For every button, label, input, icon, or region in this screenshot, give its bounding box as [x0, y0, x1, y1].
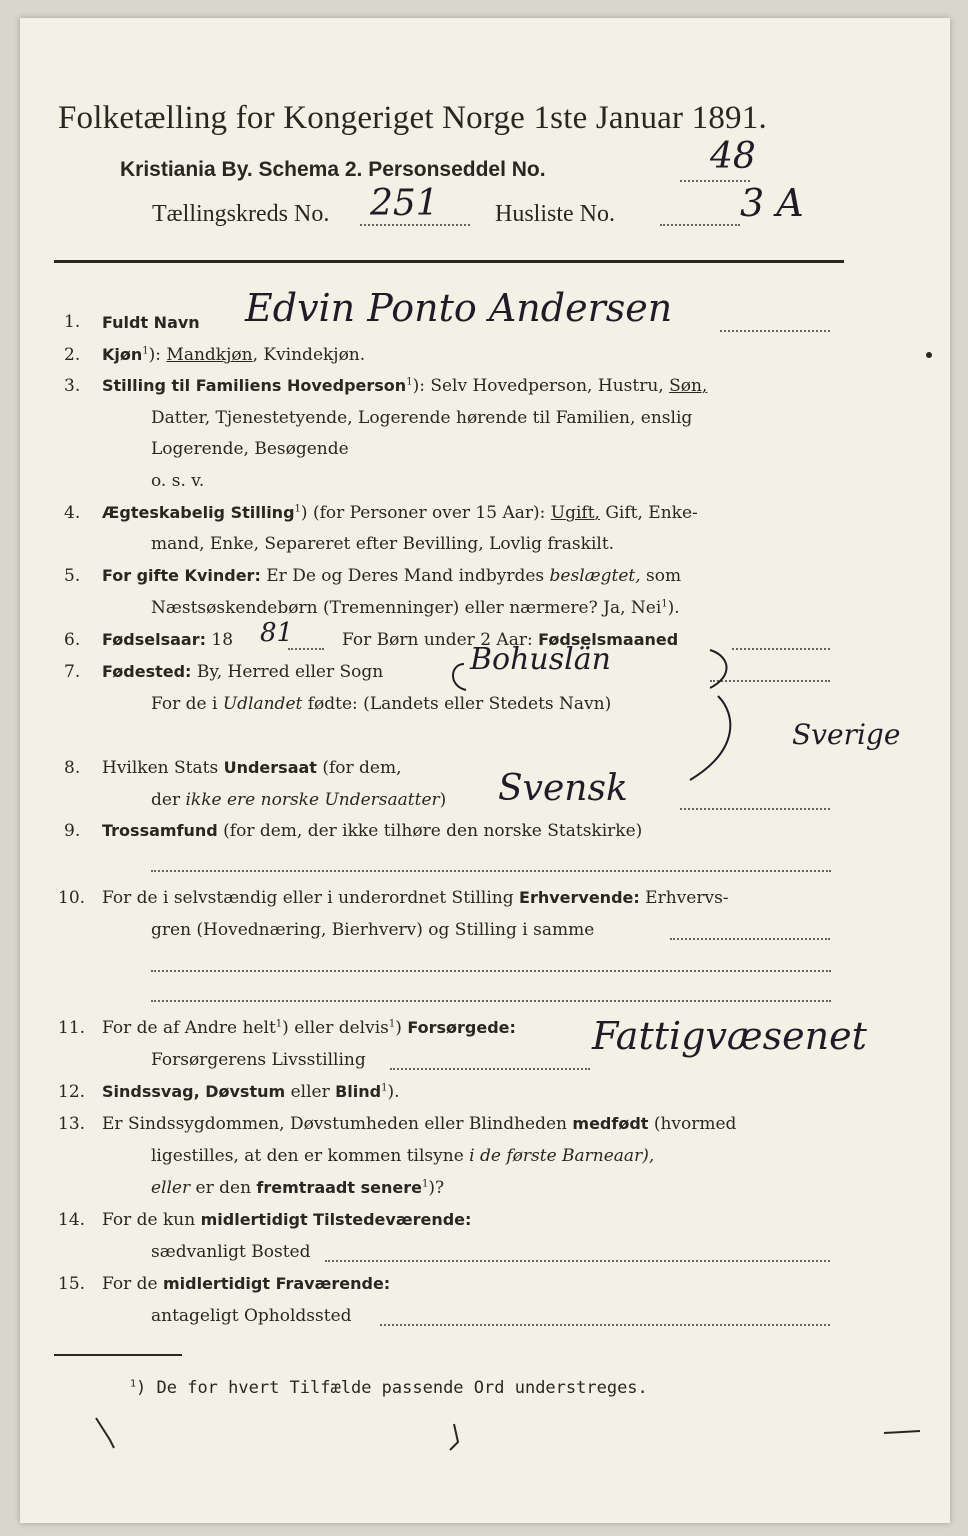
q13-text1a: Er Sindssygdommen, Døvstumheden eller Blindheden — [102, 1114, 573, 1134]
taellingskreds-dotline — [360, 224, 470, 226]
q13-end: )? — [428, 1178, 445, 1198]
q11-sup1: 1 — [275, 1018, 283, 1030]
q11-line2: Forsørgerens Livsstilling — [151, 1050, 366, 1070]
q4-number: 4. — [64, 503, 81, 523]
q10-dotline2 — [151, 970, 831, 972]
q3-number: 3. — [64, 376, 81, 396]
q15-bold: midlertidigt Fraværende: — [162, 1274, 391, 1293]
q8-number: 8. — [64, 758, 81, 778]
husliste-label: Husliste No. — [495, 201, 615, 227]
q5-text1a: Er De og Deres Mand indbyrdes — [260, 566, 550, 586]
q8-line1 — [102, 758, 402, 778]
q15-dotline — [380, 1324, 830, 1326]
q13-line3 — [151, 1178, 444, 1198]
q11-text1b: ) eller delvis — [282, 1018, 389, 1038]
q2-rest: , Kvindekjøn. — [252, 345, 366, 365]
q8-text1b: (for dem, — [316, 758, 402, 778]
q10-line1 — [102, 888, 729, 908]
q7-line1 — [102, 662, 383, 682]
q14-text1a: For de kun — [102, 1210, 201, 1230]
q5-bold: gifte Kvinder: — [136, 566, 261, 585]
q13-line1 — [102, 1114, 736, 1134]
q14-number: 14. — [58, 1210, 86, 1230]
q8-italic: ikke ere norske Undersaatter — [185, 790, 440, 810]
q15-text1a: For de — [102, 1274, 163, 1294]
q10-line2: gren (Hovednæring, Bierhverv) og Stilling i samme — [151, 920, 595, 940]
q13-text3a: eller — [151, 1178, 191, 1198]
husliste-dotline — [660, 224, 740, 226]
q8-text1a: Hvilken Stats — [102, 758, 224, 778]
q9-line — [102, 821, 642, 841]
taellingskreds-label: Tællingskreds No. — [152, 201, 330, 227]
stray-pen-mark-right — [880, 1423, 930, 1443]
q4-text1b: Gift, Enke- — [599, 503, 698, 523]
q4-text1: ) (for Personer over 15 Aar): — [300, 503, 546, 523]
q12-bold: Sindssvag, Døvstum — [102, 1082, 286, 1101]
q11-text1c: ) — [395, 1018, 408, 1038]
q12-end: ). — [387, 1082, 400, 1102]
q6-year-prefix: 18 — [206, 630, 234, 650]
q6-bold2: Fødselsmaaned — [538, 630, 679, 649]
q14-bold: midlertidigt Tilstedeværende: — [200, 1210, 472, 1229]
q6-text: For Børn under 2 Aar: — [342, 630, 533, 650]
footnote-sup: 1 — [130, 1378, 137, 1390]
q1-number: 1. — [64, 312, 81, 332]
q13-line2 — [151, 1146, 654, 1166]
q4-sup: 1 — [294, 503, 301, 515]
q1-name-answer: Edvin Ponto Andersen — [245, 286, 673, 330]
q12-text: eller — [285, 1082, 336, 1102]
q3-option-son: Søn, — [669, 376, 708, 396]
q15-number: 15. — [58, 1274, 86, 1294]
personseddel-number: 48 — [710, 136, 756, 177]
q10-text1b: Erhvervs- — [639, 888, 729, 908]
q13-bold3: fremtraadt senere — [256, 1178, 422, 1197]
q2-label: Kjøn — [102, 345, 143, 364]
q5-number: 5. — [64, 566, 81, 586]
q7-country-answer: Sverige — [792, 718, 901, 751]
q11-text1a: For de af Andre helt — [102, 1018, 276, 1038]
q5-line1 — [102, 566, 681, 586]
q11-number: 11. — [58, 1018, 86, 1038]
q7-italic: Udlandet — [222, 694, 303, 714]
q2-line — [102, 345, 365, 365]
q13-italic: i de første Barneaar), — [469, 1146, 655, 1166]
q5-end: ). — [667, 598, 680, 618]
q8-text2a: der — [151, 790, 186, 810]
q6-line — [102, 630, 233, 650]
q8-bold: Undersaat — [223, 758, 317, 777]
q10-dotline3 — [151, 1000, 831, 1002]
q4-option-ugift: Ugift, — [550, 503, 600, 523]
form-title: Folketælling for Kongeriget Norge 1ste Januar 1891. — [58, 100, 767, 136]
q7-label: Fødested: — [102, 662, 192, 681]
q3-sup: 1 — [406, 376, 413, 388]
q5-sup: 1 — [661, 598, 668, 610]
q3-line3: Logerende, Besøgende — [151, 439, 349, 459]
q13-text1b: (hvormed — [648, 1114, 737, 1134]
q2-option-mandkjon: Mandkjøn — [166, 345, 253, 365]
q6-label: Fødselsaar: — [102, 630, 206, 649]
q7-text2b: fødte: (Landets eller Stedets Navn) — [302, 694, 612, 714]
q4-line2: mand, Enke, Separeret efter Bevilling, Lovlig fraskilt. — [151, 534, 615, 554]
q8-line2 — [151, 790, 446, 810]
stray-pen-mark-left — [80, 1408, 140, 1458]
footnote-text: ) De for hvert Tilfælde passende Ord understreges. — [136, 1378, 648, 1398]
q10-bold: Erhvervende: — [519, 888, 640, 907]
ink-dot — [926, 352, 932, 358]
q5-italic: beslægtet, — [549, 566, 641, 586]
q6-year-answer: 81 — [260, 618, 294, 648]
q12-line — [102, 1082, 400, 1102]
q7-birthplace-answer: Bohuslän — [470, 642, 611, 677]
q15-line1 — [102, 1274, 390, 1294]
q10-dotline1 — [670, 938, 830, 940]
q7-text1: By, Herred eller Sogn — [191, 662, 384, 682]
q14-dotline — [325, 1260, 830, 1262]
q11-dotline — [390, 1068, 590, 1070]
q1-label: Fuldt Navn — [102, 313, 200, 332]
q3-label: Stilling til Familiens Hovedperson — [102, 376, 407, 395]
footnote — [130, 1378, 648, 1398]
q7-text2a: For de i — [151, 694, 223, 714]
q2-sup: 1 — [142, 345, 149, 357]
q11-sup2: 1 — [388, 1018, 396, 1030]
form-subtitle: Kristiania By. Schema 2. Personseddel No. — [120, 158, 546, 181]
taellingskreds-number: 251 — [370, 183, 439, 224]
q13-sup: 1 — [421, 1178, 429, 1190]
q13-number: 13. — [58, 1114, 86, 1134]
q14-line1 — [102, 1210, 471, 1230]
q2-colon: ): — [148, 345, 162, 365]
q10-text1a: For de i selvstændig eller i underordnet Stilling — [102, 888, 520, 908]
q9-text: (for dem, der ikke tilhøre den norske Statskirke) — [217, 821, 643, 841]
q5-text1b: som — [640, 566, 682, 586]
q3-line2: Datter, Tjenestetyende, Logerende hørende til Familien, enslig — [151, 408, 693, 428]
q4-label: Ægteskabelig Stilling — [102, 503, 295, 522]
q5-label: For — [102, 566, 132, 585]
q2-number: 2. — [64, 345, 81, 365]
q8-dotline — [680, 808, 830, 810]
q1-dotline — [720, 330, 830, 332]
husliste-number: 3 A — [740, 181, 804, 225]
q6-number: 6. — [64, 630, 81, 650]
q5-text2: Næstsøskendebørn (Tremenninger) eller nærmere? Ja, Nei — [151, 598, 662, 618]
q6-year-dotline — [288, 648, 324, 650]
header-rule — [54, 260, 844, 263]
q13-text2a: ligestilles, at den er kommen tilsyne — [151, 1146, 470, 1166]
stray-pen-mark-center — [440, 1418, 470, 1458]
q4-line1 — [102, 503, 698, 523]
q9-answer-dotline — [151, 870, 831, 872]
q3-line1 — [102, 376, 707, 396]
q12-bold2: Blind — [335, 1082, 382, 1101]
q8-text2b: ) — [439, 790, 447, 810]
q13-text3b: er den — [190, 1178, 257, 1198]
q8-nationality-answer: Svensk — [498, 768, 628, 809]
q15-line2: antageligt Opholdssted — [151, 1306, 352, 1326]
q7-number: 7. — [64, 662, 81, 682]
q3-line4: o. s. v. — [151, 471, 205, 491]
q14-line2: sædvanligt Bosted — [151, 1242, 311, 1262]
q11-provider-answer: Fattigvæsenet — [592, 1014, 867, 1058]
q3-text1: ): Selv Hovedperson, Hustru, — [412, 376, 664, 396]
q12-sup: 1 — [381, 1082, 388, 1094]
q11-line1 — [102, 1018, 516, 1038]
q13-bold: medfødt — [572, 1114, 649, 1133]
q12-number: 12. — [58, 1082, 86, 1102]
q9-bold: Trossamfund — [102, 821, 218, 840]
q5-line2 — [151, 598, 680, 618]
q11-bold: Forsørgede: — [407, 1018, 516, 1037]
census-form-sheet — [20, 18, 950, 1523]
q9-number: 9. — [64, 821, 81, 841]
q10-number: 10. — [58, 888, 86, 908]
footnote-rule — [54, 1354, 182, 1356]
